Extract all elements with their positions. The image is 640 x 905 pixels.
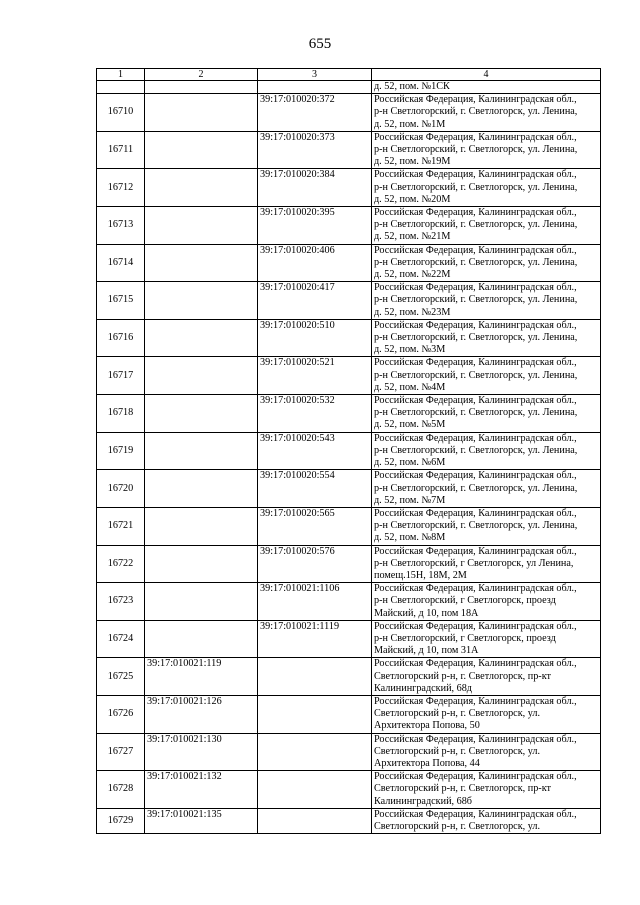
row-number: 16726 (97, 695, 145, 733)
table-row (97, 470, 601, 508)
row-number: 16721 (97, 507, 145, 545)
address-cell: Российская Федерация, Калининградская обл., р-н Светлогорский, г. Светлогорск, ул. Ленина, д. 52, пом. №20М (372, 169, 601, 207)
table-row (97, 583, 601, 621)
row-number: 16717 (97, 357, 145, 395)
row-number: 16716 (97, 319, 145, 357)
row-number: 16728 (97, 771, 145, 809)
address-cell: Российская Федерация, Калининградская обл., Светлогорский р-н, г. Светлогорск, ул. Архитектора Попова, 50 (372, 695, 601, 733)
cadastral-number-col2 (145, 207, 258, 245)
cadastral-number-col3: 39:17:010020:417 (258, 282, 372, 320)
row-number: 16714 (97, 244, 145, 282)
row-number: 16720 (97, 470, 145, 508)
table-row (97, 771, 601, 809)
continuation-row (97, 81, 601, 94)
cadastral-number-col2 (145, 620, 258, 658)
cadastral-number-col2: 39:17:010021:130 (145, 733, 258, 771)
address-cell: Российская Федерация, Калининградская обл., р-н Светлогорский, г. Светлогорск, ул. Ленина, д. 52, пом. №23М (372, 282, 601, 320)
cadastral-number-col2: 39:17:010021:119 (145, 658, 258, 696)
cadastral-number-col2 (145, 319, 258, 357)
address-cell: Российская Федерация, Калининградская обл., Светлогорский р-н, г. Светлогорск, пр-кт Калининградский, 68б (372, 771, 601, 809)
cadastral-number-col3: 39:17:010020:554 (258, 470, 372, 508)
table-row (97, 620, 601, 658)
header-col-3: 3 (258, 69, 372, 81)
table-row (97, 695, 601, 733)
row-number: 16729 (97, 808, 145, 833)
cadastral-number-col3: 39:17:010020:543 (258, 432, 372, 470)
cadastral-number-col2: 39:17:010021:132 (145, 771, 258, 809)
cadastral-number-col2 (145, 169, 258, 207)
row-number: 16727 (97, 733, 145, 771)
cadastral-number-col3 (258, 771, 372, 809)
table-row (97, 395, 601, 433)
table-row (97, 808, 601, 833)
table-row (97, 733, 601, 771)
address-cell: Российская Федерация, Калининградская обл., р-н Светлогорский, г. Светлогорск, ул. Ленина, д. 52, пом. №4М (372, 357, 601, 395)
row-number (97, 81, 145, 94)
cadastral-number-col3: 39:17:010020:510 (258, 319, 372, 357)
row-number: 16710 (97, 94, 145, 132)
cadastral-number-col2 (145, 545, 258, 583)
row-number: 16722 (97, 545, 145, 583)
address-cell: д. 52, пом. №1СК (372, 81, 601, 94)
table-row (97, 432, 601, 470)
row-number: 16711 (97, 131, 145, 169)
cadastral-number-col3: 39:17:010020:372 (258, 94, 372, 132)
cadastral-number-col3: 39:17:010020:406 (258, 244, 372, 282)
cadastral-number-col3: 39:17:010020:532 (258, 395, 372, 433)
table-row (97, 94, 601, 132)
cadastral-number-col3: 39:17:010020:395 (258, 207, 372, 245)
row-number: 16723 (97, 583, 145, 621)
cadastral-number-col2 (145, 94, 258, 132)
row-number: 16725 (97, 658, 145, 696)
row-number: 16724 (97, 620, 145, 658)
cadastral-number-col3: 39:17:010020:521 (258, 357, 372, 395)
address-cell: Российская Федерация, Калининградская обл., р-н Светлогорский, г. Светлогорск, ул. Ленина, д. 52, пом. №3М (372, 319, 601, 357)
table-row (97, 169, 601, 207)
cadastral-number-col2 (145, 81, 258, 94)
table-row (97, 244, 601, 282)
cadastral-number-col2 (145, 470, 258, 508)
address-cell: Российская Федерация, Калининградская обл., р-н Светлогорский, г Светлогорск, ул Ленина, помещ.15Н, 18М, 2М (372, 545, 601, 583)
cadastral-number-col3 (258, 658, 372, 696)
address-cell: Российская Федерация, Калининградская обл., р-н Светлогорский, г. Светлогорск, ул. Ленина, д. 52, пом. №6М (372, 432, 601, 470)
cadastral-number-col3: 39:17:010020:373 (258, 131, 372, 169)
header-col-4: 4 (372, 69, 601, 81)
table-row (97, 507, 601, 545)
table-row (97, 282, 601, 320)
row-number: 16712 (97, 169, 145, 207)
cadastral-number-col2 (145, 131, 258, 169)
cadastral-number-col3: 39:17:010020:576 (258, 545, 372, 583)
cadastral-number-col3: 39:17:010021:1119 (258, 620, 372, 658)
cadastral-number-col2 (145, 395, 258, 433)
address-cell: Российская Федерация, Калининградская обл., р-н Светлогорский, г. Светлогорск, ул. Ленина, д. 52, пом. №1М (372, 94, 601, 132)
cadastral-number-col2 (145, 244, 258, 282)
table-row (97, 545, 601, 583)
page-number: 655 (308, 36, 332, 52)
cadastral-number-col2 (145, 432, 258, 470)
address-cell: Российская Федерация, Калининградская обл., р-н Светлогорский, г. Светлогорск, ул. Ленина, д. 52, пом. №7М (372, 470, 601, 508)
cadastral-number-col3 (258, 695, 372, 733)
address-cell: Российская Федерация, Калининградская обл., р-н Светлогорский, г. Светлогорск, ул. Ленина, д. 52, пом. №19М (372, 131, 601, 169)
table-row (97, 658, 601, 696)
cadastral-number-col3: 39:17:010020:565 (258, 507, 372, 545)
cadastral-number-col3 (258, 81, 372, 94)
cadastral-number-col2 (145, 583, 258, 621)
cadastral-number-col2: 39:17:010021:126 (145, 695, 258, 733)
cadastral-number-col2 (145, 357, 258, 395)
header-col-1: 1 (97, 69, 145, 81)
cadastral-number-col3 (258, 808, 372, 833)
address-cell: Российская Федерация, Калининградская обл., р-н Светлогорский, г Светлогорск, проезд Майский, д 10, пом 18А (372, 583, 601, 621)
row-number: 16715 (97, 282, 145, 320)
cadastral-number-col3: 39:17:010020:384 (258, 169, 372, 207)
row-number: 16719 (97, 432, 145, 470)
cadastral-table (96, 68, 601, 834)
address-cell: Российская Федерация, Калининградская обл., р-н Светлогорский, г. Светлогорск, ул. Ленина, д. 52, пом. №8М (372, 507, 601, 545)
address-cell: Российская Федерация, Калининградская обл., Светлогорский р-н, г. Светлогорск, ул. (372, 808, 601, 833)
table-header-row (97, 69, 601, 81)
cadastral-number-col2 (145, 282, 258, 320)
table-row (97, 357, 601, 395)
cadastral-number-col2: 39:17:010021:135 (145, 808, 258, 833)
cadastral-number-col3: 39:17:010021:1106 (258, 583, 372, 621)
address-cell: Российская Федерация, Калининградская обл., р-н Светлогорский, г Светлогорск, проезд Майский, д 10, пом 31А (372, 620, 601, 658)
row-number: 16713 (97, 207, 145, 245)
table-row (97, 319, 601, 357)
address-cell: Российская Федерация, Калининградская обл., Светлогорский р-н, г. Светлогорск, ул. Архитектора Попова, 44 (372, 733, 601, 771)
address-cell: Российская Федерация, Калининградская обл., Светлогорский р-н, г. Светлогорск, пр-кт Калининградский, 68д (372, 658, 601, 696)
cadastral-number-col2 (145, 507, 258, 545)
table-row (97, 207, 601, 245)
header-col-2: 2 (145, 69, 258, 81)
cadastral-number-col3 (258, 733, 372, 771)
address-cell: Российская Федерация, Калининградская обл., р-н Светлогорский, г. Светлогорск, ул. Ленина, д. 52, пом. №21М (372, 207, 601, 245)
row-number: 16718 (97, 395, 145, 433)
address-cell: Российская Федерация, Калининградская обл., р-н Светлогорский, г. Светлогорск, ул. Ленина, д. 52, пом. №5М (372, 395, 601, 433)
address-cell: Российская Федерация, Калининградская обл., р-н Светлогорский, г. Светлогорск, ул. Ленина, д. 52, пом. №22М (372, 244, 601, 282)
table-row (97, 131, 601, 169)
